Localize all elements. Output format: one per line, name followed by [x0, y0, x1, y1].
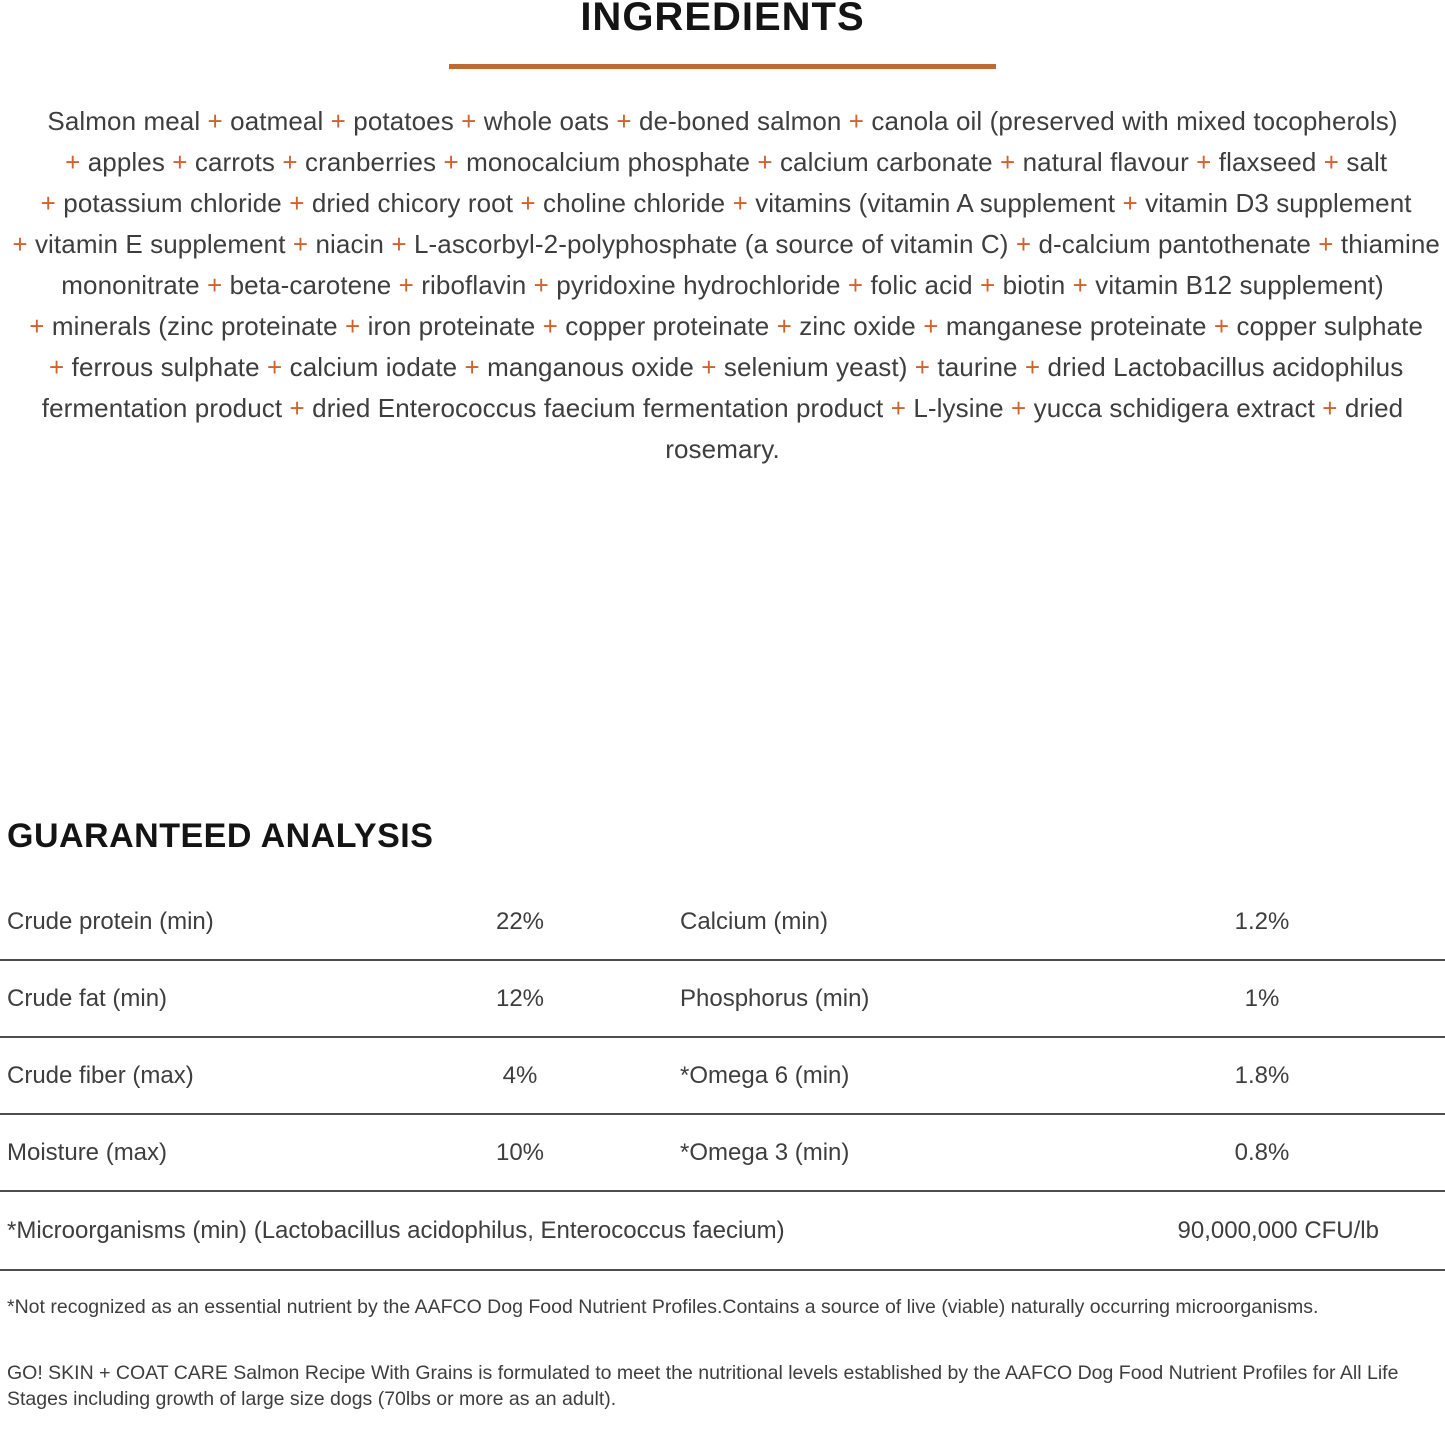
plus-separator: +: [282, 393, 313, 423]
ingredient-item: de-boned salmon: [639, 106, 842, 136]
ingredient-item: pyridoxine hydrochloride: [556, 270, 841, 300]
nutrient-value: 0.8%: [1234, 1138, 1290, 1166]
ingredient-item: biotin: [1002, 270, 1066, 300]
analysis-row: [0, 1115, 1445, 1192]
plus-separator: +: [725, 188, 756, 218]
ingredient-item: L-lysine: [913, 393, 1004, 423]
ingredient-item: dried chicory root: [311, 188, 514, 218]
microorganisms-row: [0, 1192, 1445, 1271]
nutrient-value: 4%: [502, 1061, 538, 1089]
ingredient-item: folic acid: [870, 270, 973, 300]
plus-separator: +: [513, 188, 543, 218]
plus-separator: +: [436, 147, 467, 177]
nutrient-label: Calcium (min): [680, 907, 829, 935]
plus-separator: +: [199, 270, 230, 300]
plus-separator: +: [21, 311, 52, 341]
nutrient-value: 10%: [495, 1138, 545, 1166]
nutrient-label: *Omega 6 (min): [680, 1061, 850, 1089]
ingredient-item: copper sulphate: [1236, 311, 1424, 341]
plus-separator: +: [693, 352, 724, 382]
ingredient-item: zinc oxide: [799, 311, 916, 341]
ingredient-item: ferrous sulphate: [71, 352, 260, 382]
plus-separator: +: [907, 352, 938, 382]
aafco-footnote: *Not recognized as an essential nutrient by the AAFCO Dog Food Nutrient Profiles.Contains a source of live (viable) naturally occurring microorganisms.: [7, 1296, 1319, 1318]
ingredient-item: natural flavour: [1022, 147, 1189, 177]
nutrient-value: 1%: [1244, 984, 1280, 1012]
ingredient-item: beta-carotene: [229, 270, 392, 300]
plus-separator: +: [384, 229, 414, 259]
plus-separator: +: [57, 147, 88, 177]
ingredient-item: calcium carbonate: [779, 147, 993, 177]
nutrient-value: 12%: [495, 984, 545, 1012]
ingredient-item: yucca schidigera extract: [1033, 393, 1315, 423]
analysis-table: [0, 884, 1445, 1271]
plus-separator: +: [1003, 393, 1034, 423]
plus-separator: +: [33, 188, 64, 218]
plus-separator: +: [972, 270, 1003, 300]
nutrient-label: *Microorganisms (min) (Lactobacillus acidophilus, Enterococcus faecium): [7, 1216, 785, 1244]
plus-separator: +: [1065, 270, 1096, 300]
ingredient-item: d-calcium pantothenate: [1038, 229, 1311, 259]
plus-separator: +: [453, 106, 484, 136]
plus-separator: +: [1314, 393, 1345, 423]
ingredient-item: dried Enterococcus faecium fermentation product: [312, 393, 884, 423]
plus-separator: +: [1310, 229, 1341, 259]
ingredient-item: copper proteinate: [565, 311, 770, 341]
analysis-row: [0, 884, 1445, 961]
nutrient-label: Crude fat (min): [7, 984, 168, 1012]
plus-separator: +: [841, 106, 872, 136]
plus-separator: +: [609, 106, 640, 136]
analysis-rows-container: [0, 884, 1445, 1192]
ingredient-item: vitamins (vitamin A supplement: [755, 188, 1116, 218]
plus-separator: +: [1115, 188, 1146, 218]
ingredient-item: riboflavin: [421, 270, 527, 300]
nutrient-value: 1.2%: [1234, 907, 1290, 935]
plus-separator: +: [840, 270, 871, 300]
ingredient-item: calcium iodate: [289, 352, 458, 382]
plus-separator: +: [164, 147, 195, 177]
plus-separator: +: [769, 311, 800, 341]
ingredient-item: canola oil (preserved with mixed tocopherols): [871, 106, 1398, 136]
analysis-row: [0, 961, 1445, 1038]
guaranteed-analysis-title: GUARANTEED ANALYSIS: [7, 817, 434, 855]
ingredient-item: manganous oxide: [487, 352, 694, 382]
plus-separator: +: [5, 229, 35, 259]
analysis-row: [0, 1038, 1445, 1115]
ingredient-item: salt: [1346, 147, 1388, 177]
plus-separator: +: [200, 106, 231, 136]
ingredient-item: vitamin D3 supplement: [1145, 188, 1412, 218]
ingredient-item: potassium chloride: [63, 188, 282, 218]
ingredient-item: carrots: [194, 147, 276, 177]
nutrient-label: *Omega 3 (min): [680, 1138, 850, 1166]
ingredient-item: selenium yeast): [723, 352, 908, 382]
plus-separator: +: [1316, 147, 1347, 177]
nutrient-label: Moisture (max): [7, 1138, 168, 1166]
plus-separator: +: [915, 311, 946, 341]
ingredient-item: flaxseed: [1218, 147, 1317, 177]
plus-separator: +: [281, 188, 312, 218]
plus-separator: +: [337, 311, 368, 341]
plus-separator: +: [275, 147, 305, 177]
nutrient-value: 22%: [495, 907, 545, 935]
ingredient-item: manganese proteinate: [945, 311, 1207, 341]
ingredient-item: vitamin E supplement: [34, 229, 286, 259]
ingredient-item: L-ascorbyl-2-polyphosphate (a source of vitamin C): [413, 229, 1009, 259]
plus-separator: +: [457, 352, 488, 382]
plus-separator: +: [883, 393, 914, 423]
plus-separator: +: [1188, 147, 1219, 177]
ingredient-item: monocalcium phosphate: [466, 147, 750, 177]
ingredient-item: niacin: [315, 229, 384, 259]
ingredients-title: INGREDIENTS: [580, 0, 865, 39]
formulation-footnote: GO! SKIN + COAT CARE Salmon Recipe With Grains is formulated to meet the nutritional levels established by the AAFCO Dog Food Nutrient Profiles for All Life Stages including growth of large size dogs (70lbs or more as an adult).: [7, 1362, 1399, 1410]
plus-separator: +: [526, 270, 557, 300]
ingredient-item: minerals (zinc proteinate: [51, 311, 338, 341]
ingredient-item: choline chloride: [542, 188, 726, 218]
plus-separator: +: [285, 229, 316, 259]
ingredient-item: vitamin B12 supplement): [1095, 270, 1384, 300]
ingredient-item: thiamine mononitrate: [61, 229, 1440, 300]
title-underline-divider: [449, 64, 996, 69]
nutrient-label: Phosphorus (min): [680, 984, 870, 1012]
plus-separator: +: [750, 147, 780, 177]
ingredients-paragraph: [4, 101, 1441, 470]
ingredient-item: cranberries: [304, 147, 437, 177]
nutrient-label: Crude protein (min): [7, 907, 214, 935]
plus-separator: +: [323, 106, 354, 136]
plus-separator: +: [1017, 352, 1048, 382]
nutrient-value: 1.8%: [1234, 1061, 1290, 1089]
ingredient-item: potatoes: [353, 106, 454, 136]
ingredient-item: dried Lactobacillus acidophilus fermentation product: [41, 352, 1404, 423]
nutrient-label: Crude fiber (max): [7, 1061, 194, 1089]
plus-separator: +: [1008, 229, 1039, 259]
plus-separator: +: [992, 147, 1023, 177]
ingredient-item: Salmon meal: [47, 106, 201, 136]
ingredient-item: taurine: [937, 352, 1018, 382]
plus-separator: +: [391, 270, 422, 300]
ingredient-item: oatmeal: [230, 106, 324, 136]
ingredient-item: whole oats: [483, 106, 610, 136]
plus-separator: +: [41, 352, 72, 382]
plus-separator: +: [259, 352, 290, 382]
ingredient-item: iron proteinate: [367, 311, 536, 341]
plus-separator: +: [1206, 311, 1237, 341]
plus-separator: +: [535, 311, 566, 341]
ingredient-item: apples: [87, 147, 165, 177]
ingredient-item: dried rosemary.: [665, 393, 1404, 464]
nutrient-value: 90,000,000 CFU/lb: [1177, 1216, 1379, 1244]
